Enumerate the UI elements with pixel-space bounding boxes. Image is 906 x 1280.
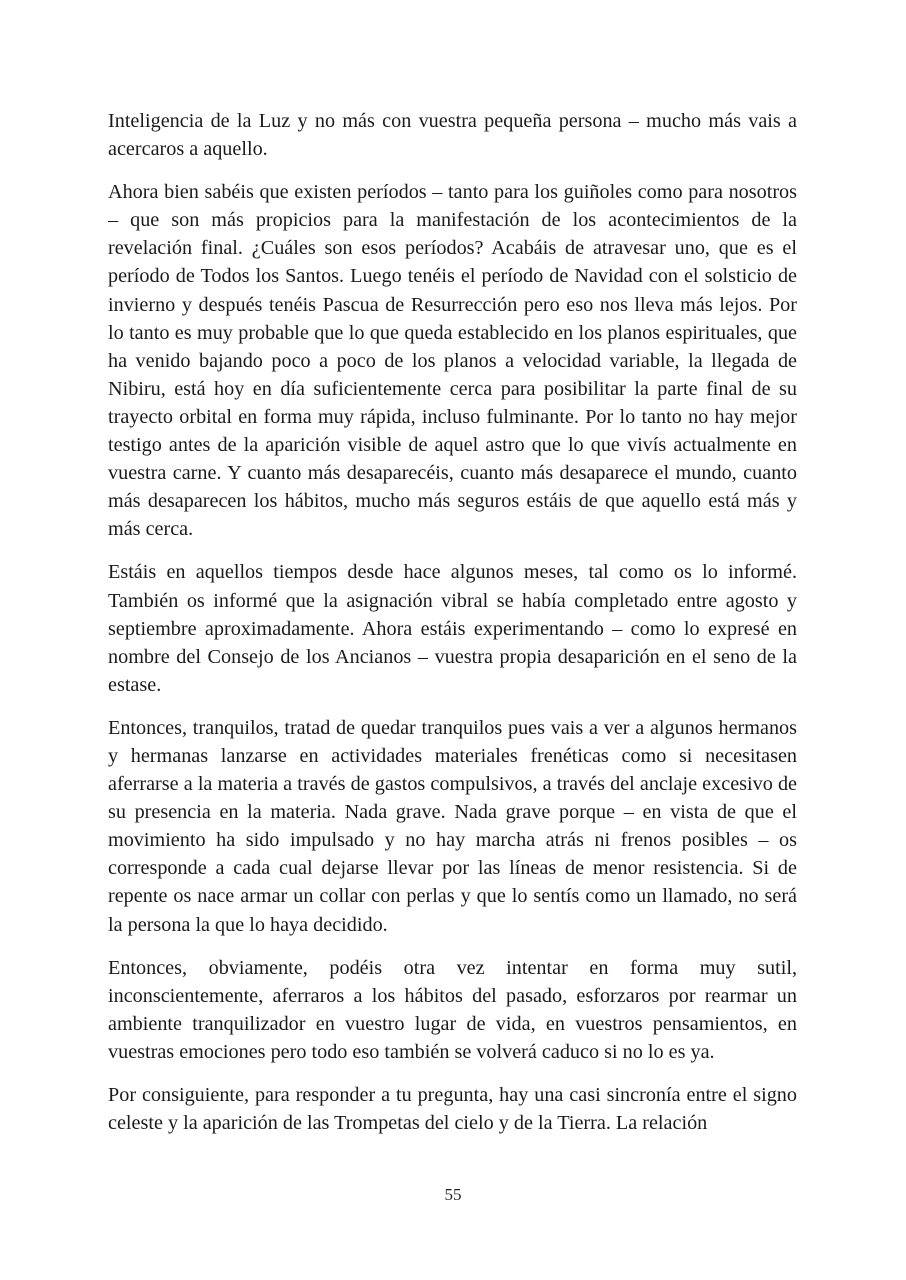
paragraph-2: Ahora bien sabéis que existen períodos – tanto para los guiñoles como para nosotros – que son más propicios para la manifestación de los acontecimientos de la revelación final. ¿Cuáles son esos períodos? Acabáis de atravesar uno, que es el período de Todos los Santos. Luego tenéis el período de Navidad con el solsticio de invierno y después tenéis Pascua de Resurrección pero eso nos lleva más lejos. Por lo tanto es muy probable que lo que queda establecido en los planos espirituales, que ha venido bajando poco a poco de los planos a velocidad variable, la llegada de Nibiru, está hoy en día suficientemente cerca para posibilitar la parte final de su trayecto orbital en forma muy rápida, incluso fulminante. Por lo tanto no hay mejor testigo antes de la aparición visible de aquel astro que lo que vivís actualmente en vuestra carne. Y cuanto más desaparecéis, cuanto más desaparece el mundo, cuanto más desaparecen los hábitos, mucho más seguros estáis de que aquello está más y más cerca.: [108, 181, 797, 541]
paragraph-4: Entonces, tranquilos, tratad de quedar tranquilos pues vais a ver a algunos hermanos y hermanas lanzarse en actividades materiales frenéticas como si necesitasen aferrarse a la materia a través de gastos compulsivos, a través del anclaje excesivo de su presencia en la materia. Nada grave. Nada grave porque – en vista de que el movimiento ha sido impulsado y no hay marcha atrás ni frenos posibles – os corresponde a cada cual dejarse llevar por las líneas de menor resistencia. Si de repente os nace armar un collar con perlas y que lo sentís como un llamado, no será la persona la que lo haya decidido.: [108, 716, 797, 936]
paragraph-1: Inteligencia de la Luz y no más con vuestra pequeña persona – mucho más vais a acercaros a aquello.: [108, 110, 797, 161]
paragraph-3: Estáis en aquellos tiempos desde hace algunos meses, tal como os lo informé. También os informé que la asignación vibral se había completado entre agosto y septiembre aproximadamente. Ahora estáis experimentando – como lo expresé en nombre del Consejo de los Ancianos – vuestra propia desaparición en el seno de la estase.: [108, 561, 797, 696]
page-body: [108, 107, 797, 1152]
paragraph-5: Entonces, obviamente, podéis otra vez intentar en forma muy sutil, inconscientemente, aferraros a los hábitos del pasado, esforzaros por rearmar un ambiente tranquilizador en vuestro lugar de vida, en vuestros pensamientos, en vuestras emociones pero todo eso también se volverá caduco si no lo es ya.: [108, 956, 797, 1063]
paragraph-6: Por consiguiente, para responder a tu pregunta, hay una casi sincronía entre el signo celeste y la aparición de las Trompetas del cielo y de la Tierra. La relación: [108, 1084, 797, 1135]
page-number: 55: [444, 1185, 462, 1204]
